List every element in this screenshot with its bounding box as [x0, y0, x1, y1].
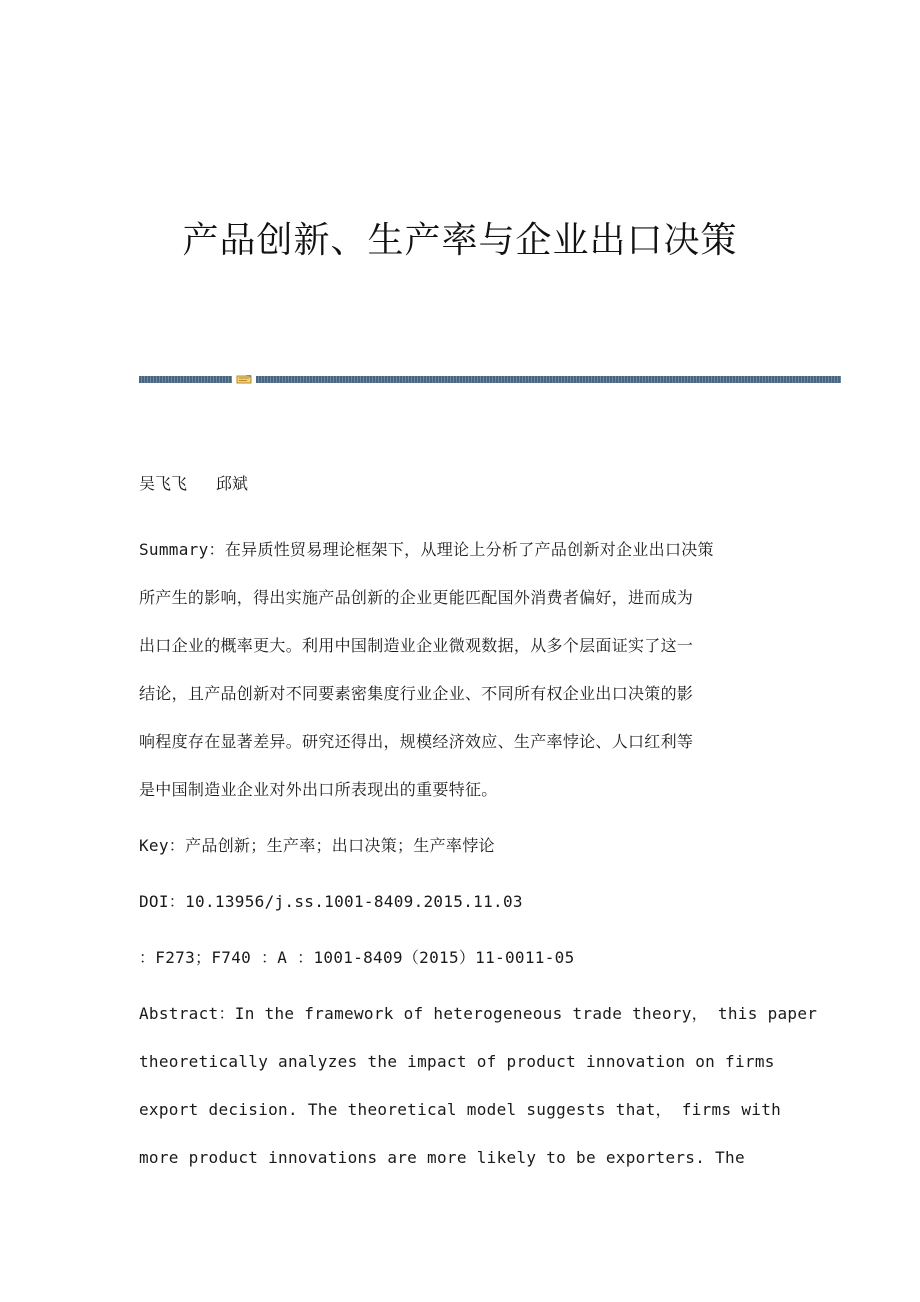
keywords-section: [139, 822, 789, 870]
abstract-line: export decision. The theoretical model suggests that， firms with: [139, 1100, 782, 1119]
abstract-line: theoretically analyzes the impact of product innovation on firms: [139, 1052, 775, 1071]
doi-section: [139, 878, 789, 926]
title-divider: [139, 374, 841, 384]
summary-line: 结论，且产品创新对不同要素密集度行业企业、不同所有权企业出口决策的影: [139, 684, 694, 703]
page-title: 产品创新、生产率与企业出口决策: [182, 220, 738, 261]
article-body: [139, 470, 818, 1182]
keywords-label: Key：: [139, 836, 186, 855]
summary-label: Summary：: [139, 540, 225, 559]
keywords-text: 产品创新；生产率；出口决策；生产率悖论: [185, 836, 495, 855]
summary-line: [139, 526, 789, 574]
abstract-section: [139, 990, 818, 1182]
abstract-label: Abstract：: [139, 1004, 235, 1023]
classification-line: ：F273；F740 ：A ：1001-8409（2015）11-0011-05: [139, 948, 575, 967]
doi-text: 10.13956/j.ss.1001-8409.2015.11.03: [185, 892, 523, 911]
authors: 吴飞飞 邱斌: [139, 474, 248, 493]
summary-line: 所产生的影响，得出实施产品创新的企业更能匹配国外消费者偏好，进而成为: [139, 588, 694, 607]
abstract-line: [139, 990, 818, 1038]
abstract-line: more product innovations are more likely to be exporters. The: [139, 1148, 745, 1167]
summary-section: [139, 526, 789, 814]
summary-line: 出口企业的概率更大。利用中国制造业企业微观数据，从多个层面证实了这一: [139, 636, 694, 655]
summary-text: 在异质性贸易理论框架下，从理论上分析了产品创新对企业出口决策: [224, 540, 714, 559]
summary-line: 是中国制造业企业对外出口所表现出的重要特征。: [139, 780, 498, 799]
pencil-icon: [236, 374, 252, 385]
summary-line: 响程度存在显著差异。研究还得出，规模经济效应、生产率悖论、人口红利等: [139, 732, 694, 751]
divider-bar-right: [256, 376, 841, 383]
doi-label: DOI：: [139, 892, 186, 911]
abstract-text: In the framework of heterogeneous trade theory， this paper: [234, 1004, 818, 1023]
divider-bar-left: [139, 376, 232, 383]
